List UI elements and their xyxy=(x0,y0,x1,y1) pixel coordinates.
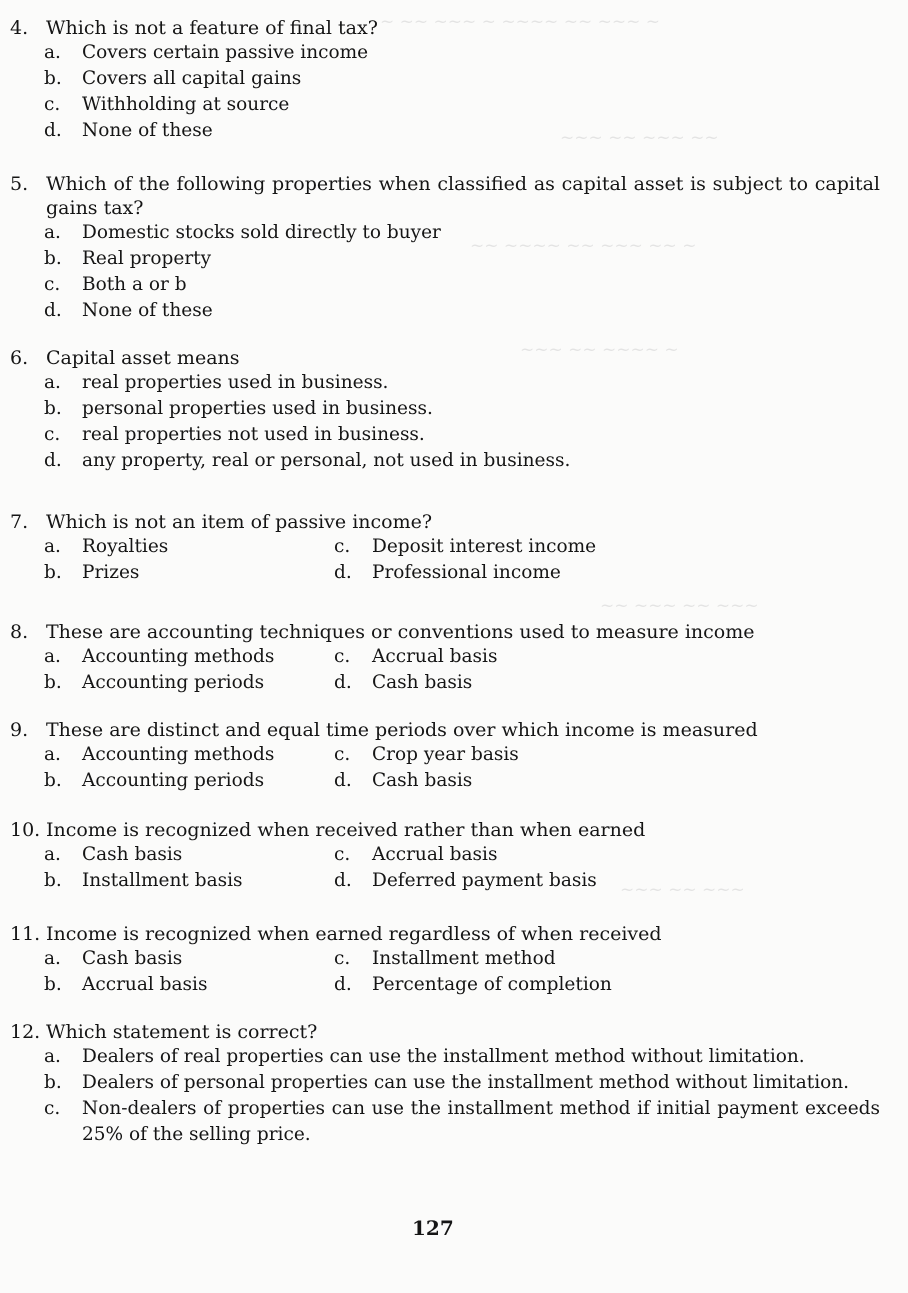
option-c: c. Accrual basis xyxy=(334,844,498,865)
question-text: Which of the following properties when classified as capital asset is subject to capital gains tax? xyxy=(46,173,880,219)
option-a: a. Accounting methods xyxy=(44,744,275,765)
bleed-through: ~~ ~~~ ~~ ~~~ xyxy=(600,596,759,616)
option-b: b. Real property xyxy=(44,248,212,269)
question-text: Capital asset means xyxy=(46,347,240,369)
question-number: 10. xyxy=(10,819,41,841)
option-a: a. Cash basis xyxy=(44,844,183,865)
question-text: These are distinct and equal time periods over which income is measured xyxy=(46,719,758,741)
option-c: c. Non-dealers of properties can use the installment method if initial payment exceeds 25% of the selling price. xyxy=(44,1098,880,1145)
question-8 xyxy=(10,620,880,696)
question-number: 5. xyxy=(10,173,29,195)
question-text: Which is not an item of passive income? xyxy=(46,511,433,533)
option-d: d. Cash basis xyxy=(334,770,473,791)
bleed-through: ~~ ~~~~ ~~ ~~~ ~~ ~ xyxy=(470,236,697,256)
option-a: a. Dealers of real properties can use the installment method without limitation. xyxy=(44,1046,805,1067)
option-b: b. Accounting periods xyxy=(44,770,265,791)
option-a: a. Covers certain passive income xyxy=(44,42,369,63)
option-d: d. Percentage of completion xyxy=(334,974,612,995)
question-4 xyxy=(10,16,880,144)
option-d: d. Professional income xyxy=(334,562,561,583)
question-9 xyxy=(10,718,880,794)
question-number: 9. xyxy=(10,719,29,741)
option-c: c. Crop year basis xyxy=(334,744,519,765)
option-b: b. Dealers of personal properties can use the installment method without limitation. xyxy=(44,1072,850,1093)
option-a: a. Cash basis xyxy=(44,948,183,969)
option-b: b. Installment basis xyxy=(44,870,243,891)
option-c: c. Deposit interest income xyxy=(334,536,597,557)
question-number: 8. xyxy=(10,621,29,643)
option-b: b. personal properties used in business. xyxy=(44,398,433,419)
question-5 xyxy=(10,172,880,324)
option-c: c. real properties not used in business. xyxy=(44,424,425,445)
option-d: d. None of these xyxy=(44,300,213,321)
question-number: 12. xyxy=(10,1021,41,1043)
question-text: Income is recognized when received rather than when earned xyxy=(46,819,646,841)
question-number: 11. xyxy=(10,923,41,945)
question-10 xyxy=(10,818,880,894)
option-d: d. None of these xyxy=(44,120,213,141)
option-b: b. Accrual basis xyxy=(44,974,208,995)
bleed-through: ~~~ ~~ ~~~ ~~ xyxy=(560,128,719,148)
option-c: c. Accrual basis xyxy=(334,646,498,667)
option-c: c. Installment method xyxy=(334,948,556,969)
question-text: These are accounting techniques or conventions used to measure income xyxy=(46,621,755,643)
option-a: a. Royalties xyxy=(44,536,169,557)
option-d: d. Cash basis xyxy=(334,672,473,693)
option-b: b. Covers all capital gains xyxy=(44,68,302,89)
question-text: Which statement is correct? xyxy=(46,1021,318,1043)
page-number: 127 xyxy=(412,1216,454,1240)
question-number: 6. xyxy=(10,347,29,369)
option-a: a. real properties used in business. xyxy=(44,372,389,393)
question-number: 4. xyxy=(10,17,29,39)
option-c: c. Withholding at source xyxy=(44,94,290,115)
option-a: a. Accounting methods xyxy=(44,646,275,667)
question-text: Which is not a feature of final tax? xyxy=(46,17,378,39)
question-11 xyxy=(10,922,880,998)
question-number: 7. xyxy=(10,511,29,533)
question-12 xyxy=(10,1020,880,1148)
option-d: d. Deferred payment basis xyxy=(334,870,597,891)
bleed-through: ~ ~~ ~~~ ~ ~~~~ ~~ ~~~ ~ xyxy=(380,12,660,32)
question-text: Income is recognized when earned regardless of when received xyxy=(46,923,662,945)
option-b: b. Accounting periods xyxy=(44,672,265,693)
option-d: d. any property, real or personal, not used in business. xyxy=(44,450,571,471)
option-b: b. Prizes xyxy=(44,562,140,583)
option-c: c. Both a or b xyxy=(44,274,187,295)
question-7 xyxy=(10,510,880,586)
bleed-through: ~~~ ~~ ~~~~ ~ xyxy=(520,340,679,360)
question-6 xyxy=(10,346,880,474)
option-a: a. Domestic stocks sold directly to buyer xyxy=(44,222,441,243)
bleed-through: ~~~ ~~ ~~~ xyxy=(620,880,745,900)
